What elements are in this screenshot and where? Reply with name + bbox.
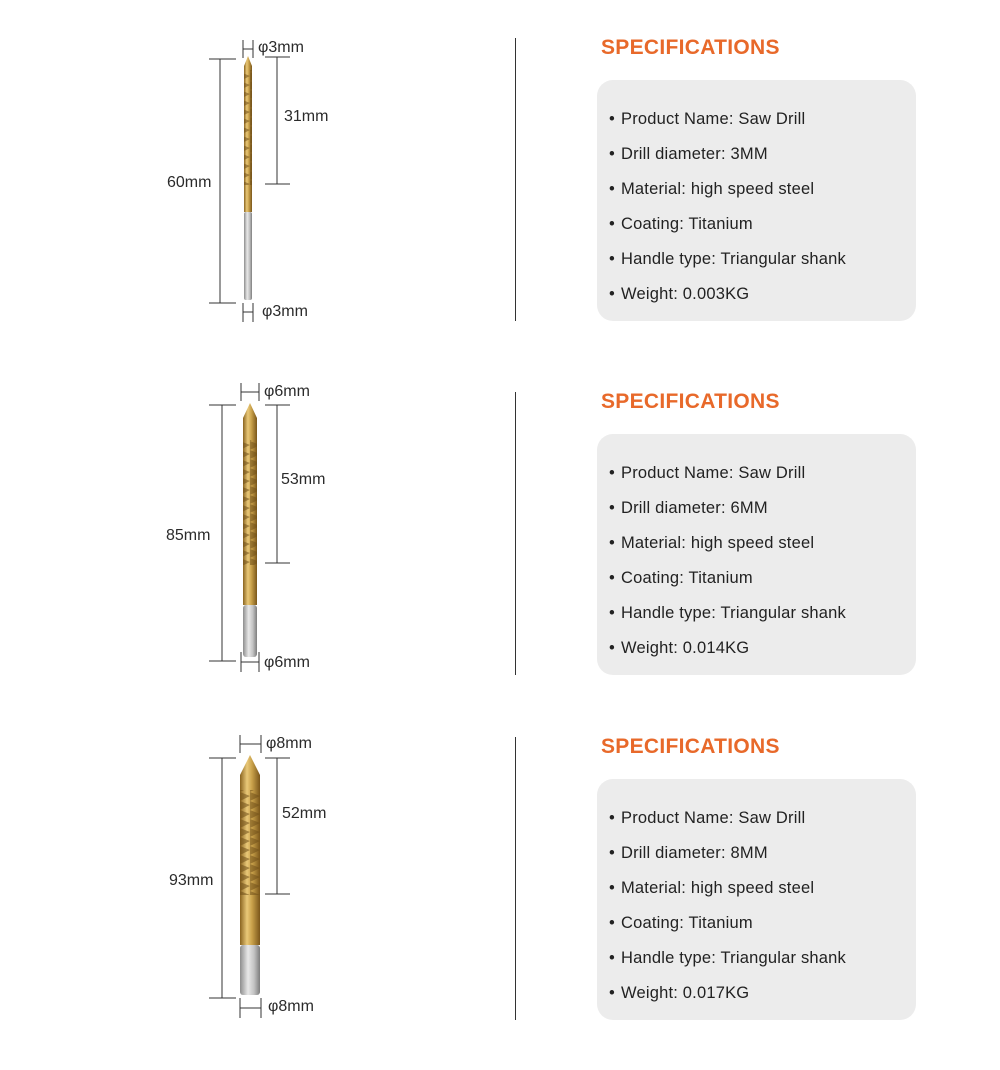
spec-box-3 [597,779,916,1020]
dim-total-length-3: 93mm [169,872,214,889]
spec-item: • Material: high speed steel [609,534,815,552]
spec-item: • Drill diameter: 8MM [609,844,768,862]
spec-item: • Product Name: Saw Drill [609,809,806,827]
spec-list-3 [597,779,916,1011]
dim-shank-diameter-2: φ6mm [264,654,310,671]
spec-box-1 [597,80,916,321]
dim-shank-diameter-1: φ3mm [262,303,308,320]
spec-item: • Material: high speed steel [609,879,815,897]
dim-flute-length-1: 31mm [284,108,329,125]
divider-3 [515,737,516,1020]
divider-2 [515,392,516,675]
dim-top-diameter-1: φ3mm [258,39,304,56]
spec-item: • Handle type: Triangular shank [609,949,846,967]
drill-bit-2 [209,383,290,672]
spec-item: • Weight: 0.014KG [609,639,750,657]
dim-flute-length-3: 52mm [282,805,327,822]
spec-title-2: SPECIFICATIONS [601,390,780,413]
spec-title-1: SPECIFICATIONS [601,36,780,59]
dim-total-length-2: 85mm [166,527,211,544]
spec-title-3: SPECIFICATIONS [601,735,780,758]
spec-item: • Material: high speed steel [609,180,815,198]
spec-item: • Coating: Titanium [609,215,753,233]
drill-bit-1 [209,40,290,322]
spec-item: • Drill diameter: 3MM [609,145,768,163]
dim-top-diameter-2: φ6mm [264,383,310,400]
spec-item: • Handle type: Triangular shank [609,604,846,622]
spec-list-1 [597,80,916,312]
spec-item: • Product Name: Saw Drill [609,464,806,482]
spec-list-2 [597,434,916,666]
spec-item: • Coating: Titanium [609,569,753,587]
divider-1 [515,38,516,321]
spec-item: • Weight: 0.003KG [609,285,750,303]
spec-item: • Weight: 0.017KG [609,984,750,1002]
spec-item: • Product Name: Saw Drill [609,110,806,128]
spec-box-2 [597,434,916,675]
spec-item: • Handle type: Triangular shank [609,250,846,268]
dim-shank-diameter-3: φ8mm [268,998,314,1015]
dim-flute-length-2: 53mm [281,471,326,488]
spec-item: • Drill diameter: 6MM [609,499,768,517]
dim-total-length-1: 60mm [167,174,212,191]
drill-bit-3 [209,735,290,1018]
spec-item: • Coating: Titanium [609,914,753,932]
dim-top-diameter-3: φ8mm [266,735,312,752]
